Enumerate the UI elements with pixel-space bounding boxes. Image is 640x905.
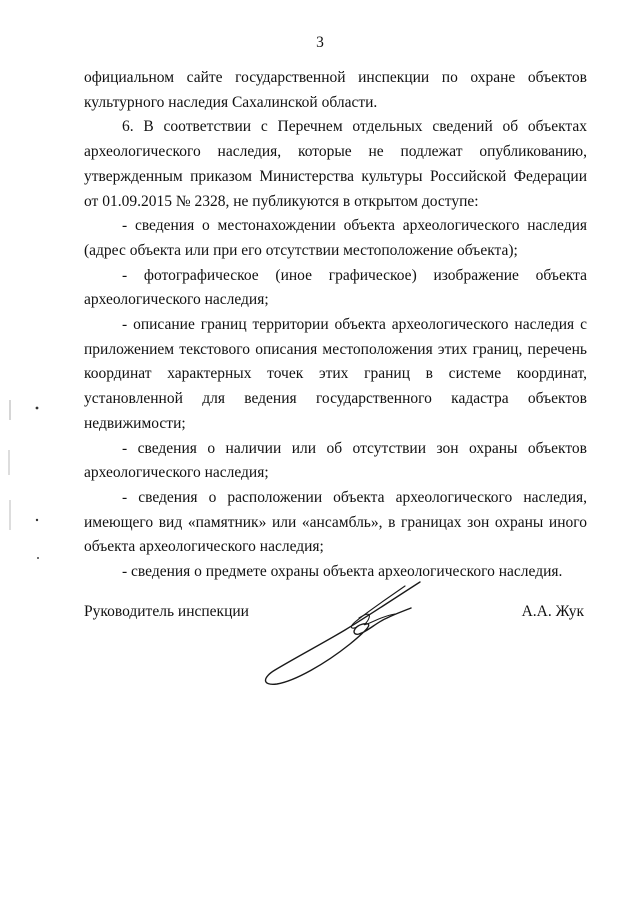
list-item-boundaries: - описание границ территории объекта археологического наследия с приложением текстового описания местоположения этих границ, перечень координат характерных точек этих границ в системе координат, установленной для ведения государственного кадастра объектов недвижимости; [84, 316, 587, 432]
list-item-location: - сведения о местонахождении объекта археологического наследия (адрес объекта или при его отсутствии местоположение объекта); [84, 217, 587, 259]
list-item-protection-subject: - сведения о предмете охраны объекта археологического наследия. [122, 563, 563, 581]
list-item-photo: - фотографическое (иное графическое) изображение объекта археологического наследия; [84, 266, 587, 309]
scan-margin-marks [0, 380, 50, 580]
paragraph-item-6: 6. В соответствии с Перечнем отдельных сведений об объектах археологического наследия, которые не подлежат опубликованию, утвержденным приказом Министерства культуры Российской Федерации от 01.09.2015 № 2328, не публикуются в открытом доступе: [84, 118, 587, 210]
list-item-monument-location: - сведения о расположении объекта археологического наследия, имеющего вид «памятник» или «ансамбль», в границах зон охраны иного объекта археологического наследия; [84, 488, 587, 556]
signatory-position: Руководитель инспекции [84, 603, 249, 620]
page-number: 3 [316, 34, 324, 51]
handwritten-signature [255, 578, 435, 688]
list-item-protection-zones: - сведения о наличии или об отсутствии зон охраны объектов археологического наследия; [84, 439, 587, 482]
document-body [84, 66, 587, 585]
paragraph-continuation: официальном сайте государственной инспекции по охране объектов культурного наследия Сахалинской области. [84, 69, 587, 111]
signatory-name: А.А. Жук [521, 603, 584, 620]
